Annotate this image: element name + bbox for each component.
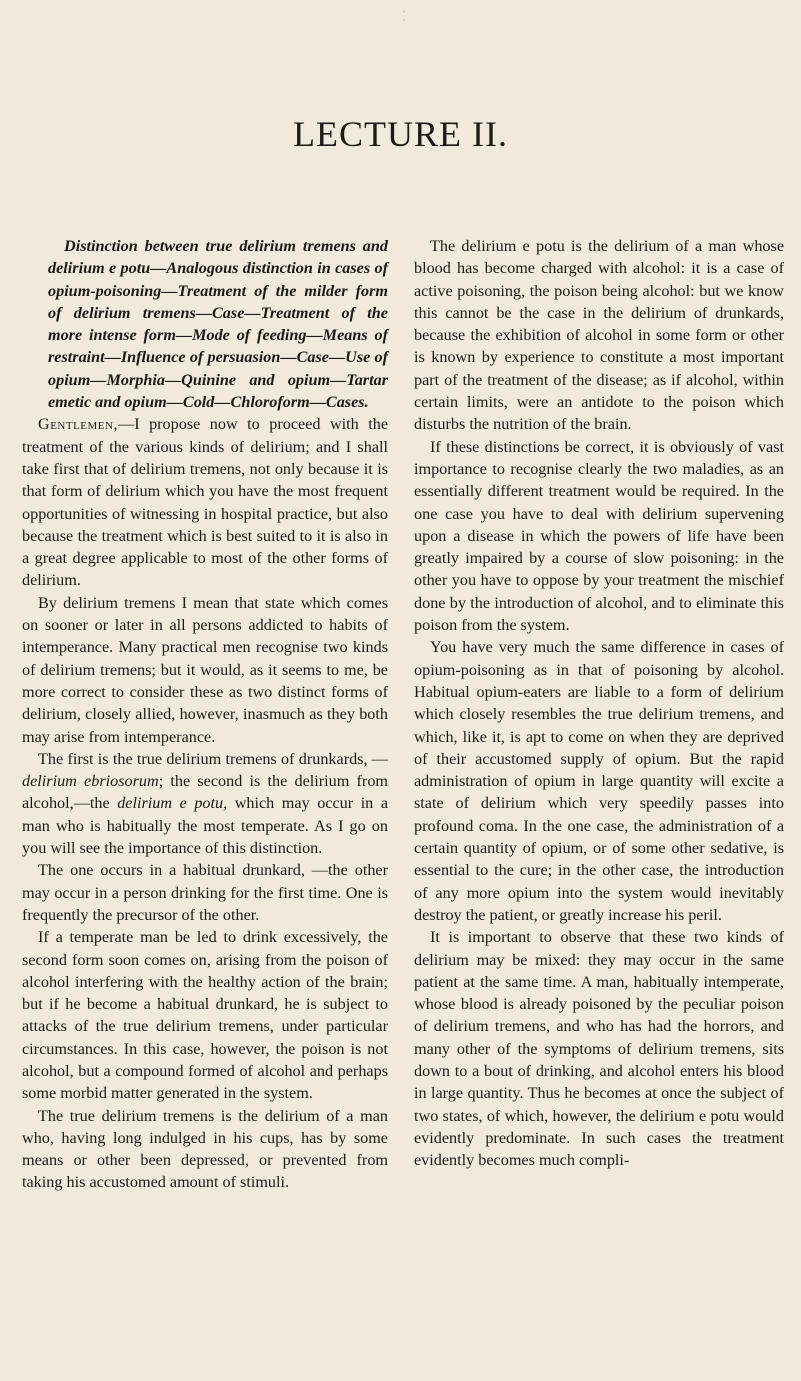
latin-term: delirium ebriosorum — [22, 772, 159, 791]
lecture-summary: Distinction between true delirium tremens and delirium e potu—Analogous distinction in cases of opium-poisoning—Treatment of the milder form of delirium tremens—Case—Treatment of the more intense form—Mode of feeding—Means of restraint—Influence of persuasion—Case—Use of opium—Morphia—Quinine and opium—Tartar emetic and opium—Cold—Chloroform—Cases. — [48, 237, 388, 412]
right-column — [414, 235, 784, 1171]
paragraph: The true delirium tremens is the delirium of a man who, having long indulged in his cups, has by some means or other been depressed, or prevented from taking his accustomed amount of stimuli. — [22, 1106, 388, 1192]
paragraph: The delirium e potu is the delirium of a man whose blood has become charged with alcohol: it is a case of active poisoning, the poison being alcohol: but we know this cannot be the case in the delirium of drunkards, because the exhibition of alcohol in some form or other is known by experience to constitute a most important part of the treatment of the disease; as if alcohol, within certain limits, were an antidote to the poison which disturbs the nutrition of the brain. — [414, 237, 784, 434]
page-mark: ⁚ — [401, 9, 407, 25]
paragraph: You have very much the same difference in cases of opium-poisoning as in that of poisoning by alcohol. Habitual opium-eaters are liable to a form of delirium which closely resembles the true delirium tremens, and which, like it, is apt to come on when they are deprived of their accustomed supply of opium. But the rapid administration of opium in large quantity will excite a state of delirium which very speedily passes into profound coma. In the one case, the administration of a certain quantity of opium, or of some other sedative, is essential to the cure; in the other case, the introduction of any more opium into the system would inevitably destroy the patient, or greatly increase his peril. — [414, 638, 784, 924]
paragraph: The first is the true delirium tremens of drunkards, — delirium ebriosorum; the second is the delirium from alcohol,—the delirium e potu, which may occur in a man who is habitually the most temperate. As I go on you will see the importance of this distinction. — [22, 749, 389, 858]
paragraph: If a temperate man be led to drink excessively, the second form soon comes on, arising from the poison of alcohol interfering with the healthy action of the brain; but if he become a habitual drunkard, he is subject to attacks of the true delirium tremens, under particular circumstances. In this case, however, the poison is not alcohol, but a compound formed of alcohol and perhaps some morbid matter generated in the system. — [22, 928, 388, 1103]
lecture-title: LECTURE II. — [293, 114, 508, 154]
paragraph: It is important to observe that these two kinds of delirium may be mixed: they may occur in the same patient at the same time. A man, habitually intemperate, whose blood is already poisoned by the peculiar poison of delirium tremens, and who has had the horrors, and many other of the symptoms of delirium tremens, sits down to a bout of drinking, and alcohol enters his blood in large quantity. Thus he becomes at once the subject of two states, of which, however, the delirium e potu would evidently predominate. In such cases the treatment evidently becomes much compli- — [414, 928, 784, 1170]
latin-term: delirium e potu — [117, 794, 224, 813]
paragraph: If these distinctions be correct, it is obviously of vast importance to recognise clearly the two maladies, as an essentially different treatment would be required. In the one case you have to deal with delirium supervening upon a disease in which the powers of life have been greatly impaired by a course of slow poisoning: in the other you have to oppose by your treatment the mischief done by the introduction of alcohol, and to eliminate this poison from the system. — [414, 437, 784, 635]
paragraph: The one occurs in a habitual drunkard, —the other may occur in a person drinking for the first time. One is frequently the precursor of the other. — [22, 861, 388, 924]
salutation: Gentlemen, — [38, 415, 119, 434]
paragraph: By delirium tremens I mean that state which comes on sooner or later in all persons addicted to habits of intemperance. Many practical men recognise two kinds of delirium tremens; but it would, as it seems to me, be more correct to consider these as two distinct forms of delirium, closely allied, however, inasmuch as they both may arise from intemperance. — [22, 593, 388, 746]
left-column — [22, 235, 388, 1194]
paragraph: Gentlemen,—I propose now to proceed with the treatment of the various kinds of delirium; and I shall take first that of delirium tremens, not only because it is that form of delirium which you have the most frequent opportunities of witnessing in hospital practice, but also because the treatment which is best suited to it is also in a great degree applicable to most of the other forms of delirium. — [22, 415, 388, 590]
